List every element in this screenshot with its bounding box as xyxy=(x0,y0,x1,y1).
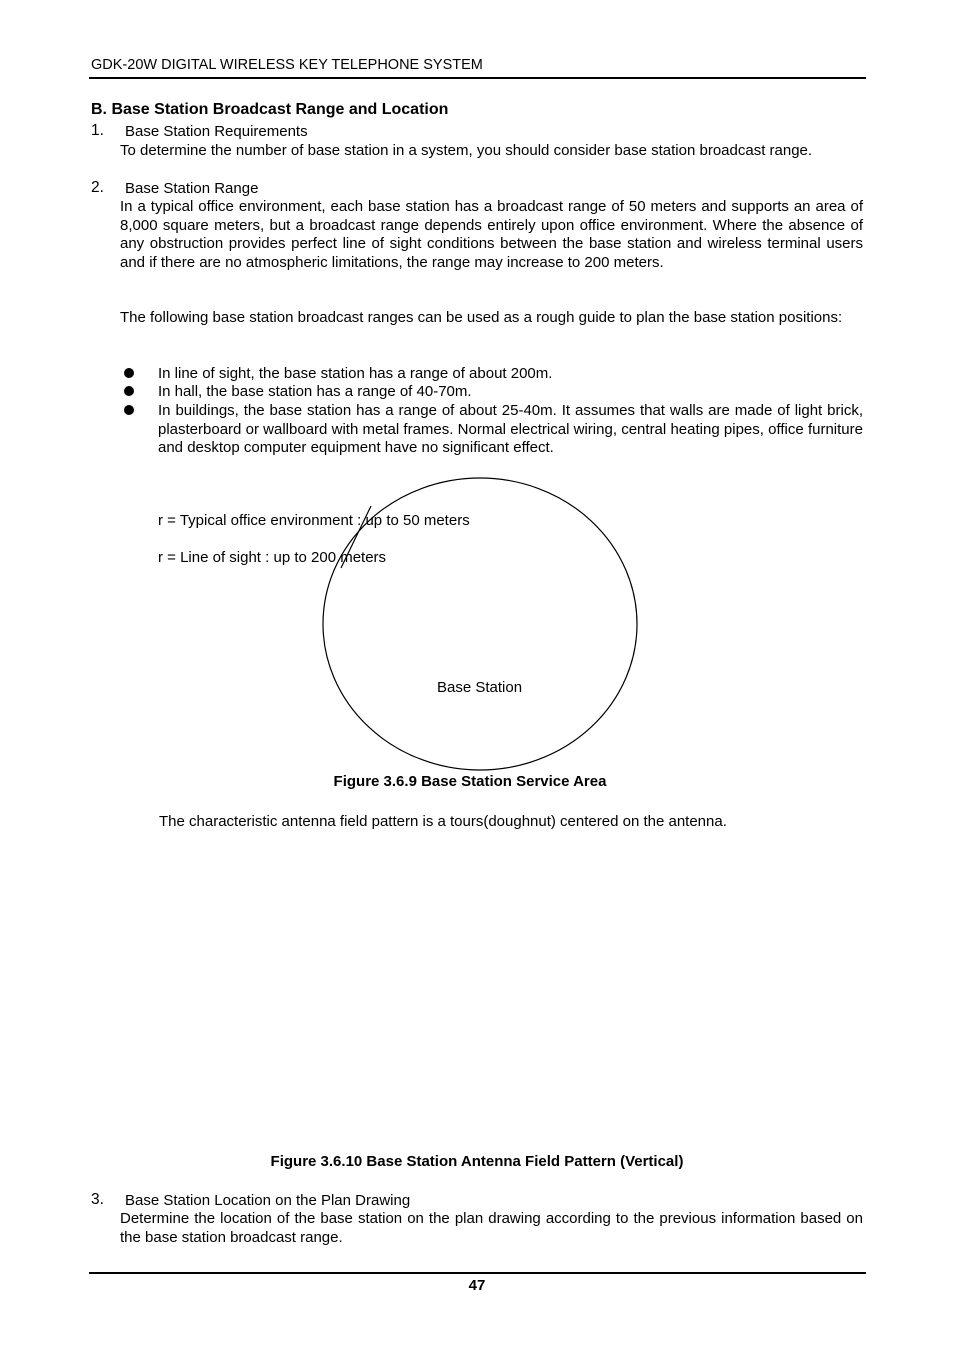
figure-caption: Figure 3.6.9 Base Station Service Area xyxy=(333,773,607,790)
bullet-text: In hall, the base station has a range of 40-70m. xyxy=(158,383,472,400)
antenna-text: The characteristic antenna field pattern is a tours(doughnut) centered on the antenna. xyxy=(159,813,727,830)
item-text-guide: The following base station broadcast ranges can be used as a rough guide to plan the base station positions: xyxy=(120,309,843,326)
radius-label-sight: r = Line of sight : up to 200 meters xyxy=(158,549,387,566)
item-text: Determine the location of the base station on the plan drawing according to the previous information based on the base station broadcast range. xyxy=(120,1210,863,1246)
document-header: GDK-20W DIGITAL WIRELESS KEY TELEPHONE SYSTEM xyxy=(91,57,483,73)
page-number: 47 xyxy=(468,1277,486,1294)
radius-label-office: r = Typical office environment : up to 50 meters xyxy=(158,512,470,529)
item-number: 3. xyxy=(91,1191,104,1208)
item-number: 1. xyxy=(91,122,104,139)
figure-caption: Figure 3.6.10 Base Station Antenna Field Pattern (Vertical) xyxy=(270,1153,684,1170)
item-text: To determine the number of base station in a system, you should consider base station broadcast range. xyxy=(120,142,813,159)
item-title: Base Station Location on the Plan Drawing xyxy=(125,1192,411,1209)
item-number: 2. xyxy=(91,179,104,196)
item-text: In a typical office environment, each base station has a broadcast range of 50 meters and supports an area of 8,000 square meters, but a broadcast range depends entirely upon office environment. Where the absence of any obstruction provides perfect line of sight conditions between the base station and wireless terminal users and if there are no atmospheric limitations, the range may increase to 200 meters. xyxy=(120,198,863,271)
section-heading: B. Base Station Broadcast Range and Location xyxy=(91,101,449,118)
footer-rule xyxy=(89,1272,866,1274)
bullet-text: In buildings, the base station has a range of about 25-40m. It assumes that walls are made of light brick, plasterboard or wallboard with metal frames. Normal electrical wiring, central heating pipes, office furniture and desktop computer equipment have no significant effect. xyxy=(158,402,863,456)
base-station-label: Base Station xyxy=(437,679,523,696)
bullet-text: In line of sight, the base station has a range of about 200m. xyxy=(158,365,553,382)
item-title: Base Station Range xyxy=(125,180,259,197)
item-title: Base Station Requirements xyxy=(125,123,308,140)
